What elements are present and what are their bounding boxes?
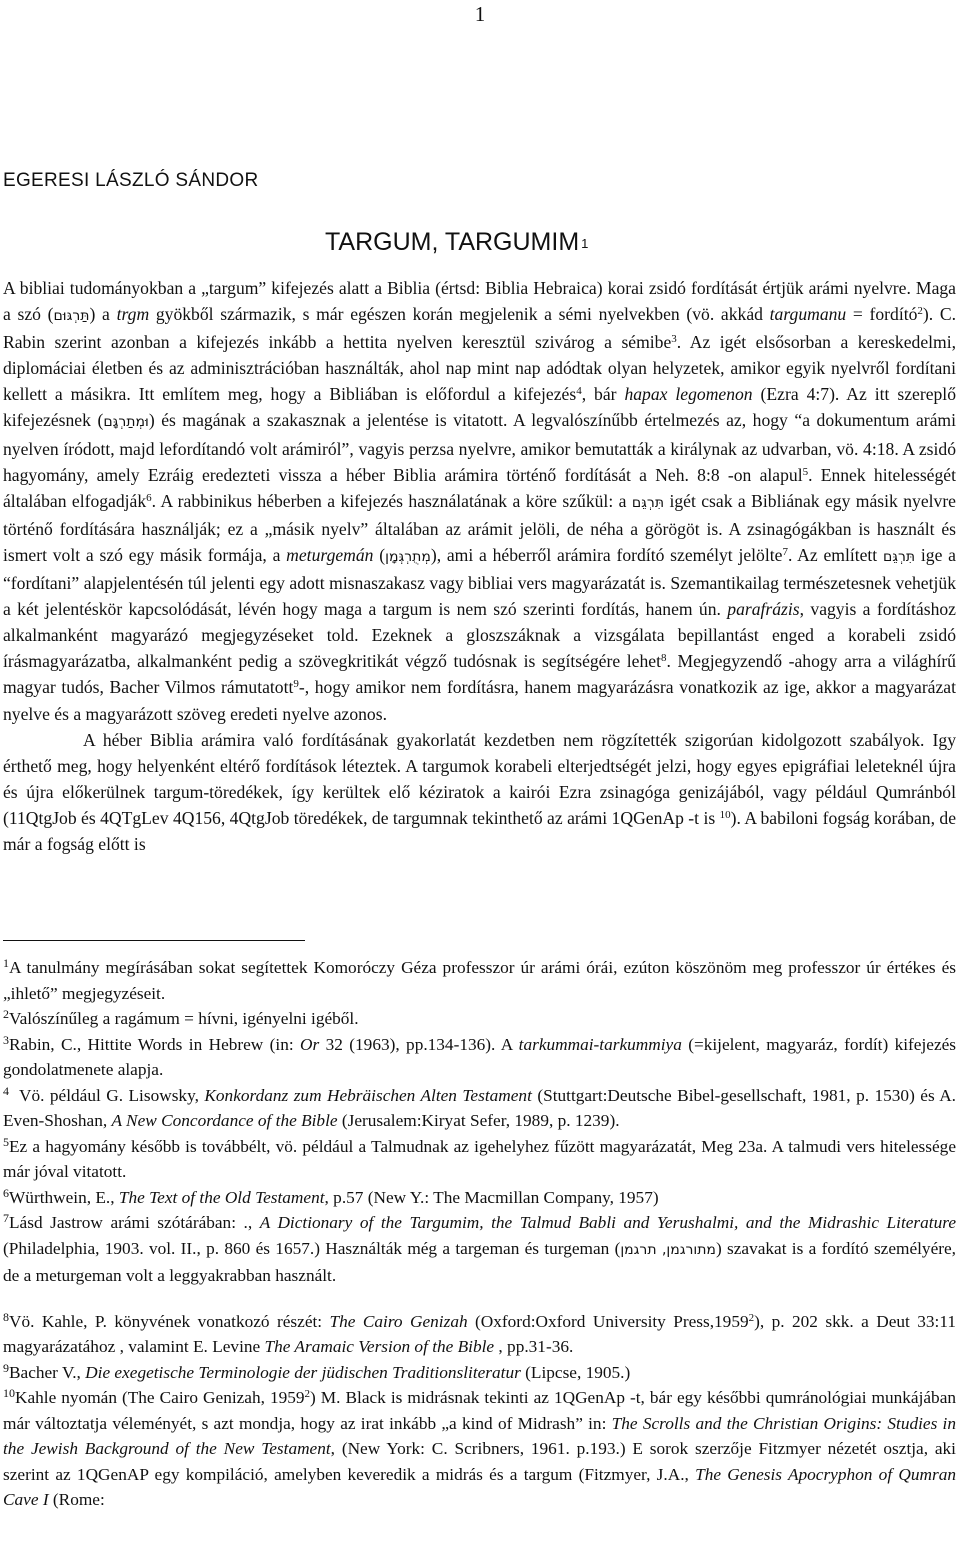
italic-term: trgm [116,304,150,325]
footnote-ref[interactable]: 5 [802,465,809,478]
page-number: 1 [474,2,486,26]
footnote: $^7$Lásd Jastrow arámi szótárában: ., A Dictionary of the Targumim, the Talmud Babli and Yerushalmi, and the Midrashic Literature (Philadelphia, 1903. vol. II., p. 860 és 1657.) Használták még a targeman és turgeman (מתורגמן, תרגמן) szavakat is a fordító személyére, de a meturgeman volt a leggyakrabban használt. [3,1211,956,1285]
hebrew-word: מְתֻרְגְּמָן [385,548,431,565]
footnote-ref[interactable]: 7 [782,545,788,558]
footnote: $^9$Bacher V., Die exegetische Terminologie der jüdischen Traditionsliteratur (Lipcse, 1905.) [3,1360,631,1382]
italic-term: targumanu [769,304,847,325]
footnote: $^3$Rabin, C., Hittite Words in Hebrew (in: Or 32 (1963), pp.134-136). A tarkummai-tarkummiya (=kijelent, magyaráz, fordít) kifejezés gondolatmenete alapja. [3,1032,957,1079]
footnote-ref[interactable]: 3 [671,333,677,346]
article-body [3,275,956,857]
footnote-number: 8 [3,1309,9,1324]
hebrew-word: תַּרְגּוּם [53,308,90,325]
footnote-number: 6 [3,1185,9,1200]
footnote: $^2$Valószínűleg a ragámum = hívni, igényelni igéből. [3,1007,359,1028]
footnote: $^{10}$Kahle nyomán (The Cairo Genizah, 1959$^2$) M. Black is midrásnak tekinti az 1QGenAp -t, bár egy későbbi qumránológiai munkájában már változtatja véleményét, s azt mondja, hogy az irat inkább „a kind of Midrash” in: The Scrolls and the Christian Origins: Studies in the Jewish Background of the New Testament, (New York: C. Scribners, 1961. p.193.) E sorok szerzője Fitzmyer nézetét osztja, aki szerint az 1QGenAP egy kompiláció, amelyben keveredik a midrás és a targum (Fitzmyer, J.A., The Genesis Apocryphon of Qumran Cave I (Rome: [3,1386,956,1509]
hebrew-word: תִּרְגֵּם [882,548,916,565]
footnote-number: 9 [3,1360,9,1375]
italic-term: parafrázis [727,599,800,620]
footnote-number: 1 [3,956,9,970]
title-footnote-ref[interactable]: 1 [581,236,589,251]
footnote-ref[interactable]: 9 [293,678,299,691]
footnote: $^5$Ez a hagyomány később is továbbélt, vö. például a Talmudnak az igehelyhez fűzött magyarázatát, Meg 23a. A talmudi vers hitelessége már jóval vitatott. [3,1134,956,1181]
hebrew-word: תִּרְגֵּם [631,494,665,511]
footnote: $^4$ Vö. például G. Lisowsky, Konkordanz zum Hebräischen Alten Testament (Stuttgart:Deutsche Bibel-gesellschaft, 1981, p. 1530) és A. Even-Shoshan, A New Concordance of the Bible (Jerusalem:Kiryat Sefer, 1989, p. 1239). [3,1083,957,1130]
footnote: $^8$Vö. Kahle, P. könyvének vonatkozó részét: The Cairo Genizah (Oxford:Oxford University Press,1959$^2$), p. 202 skk. a Deut 33:11 magyarázatához , valamint E. Levine The Aramaic Version of the Bible , pp.31-36. [3,1309,956,1356]
italic-term: hapax legomenon [624,384,753,405]
footnotes [3,955,956,1513]
footnote-ref[interactable]: 8 [660,652,667,665]
footnote-separator [3,940,305,941]
footnote-ref[interactable]: 2 [917,305,923,318]
footnote-number: 4 [3,1083,9,1098]
article-title [325,228,588,257]
footnote-number: 10 [3,1386,15,1400]
hebrew-word: וּמְתַרְגָּם [103,414,149,431]
footnote-ref[interactable]: 6 [146,491,152,504]
footnote-number: 3 [3,1032,9,1047]
title-text: TARGUM, TARGUMIM [325,228,580,256]
author-name: EGERESI LÁSZLÓ SÁNDOR [3,170,259,191]
footnote-number: 5 [3,1134,9,1149]
body-paragraph: A héber Biblia arámira való fordításának gyakorlatát kezdetben nem rögzítették szigorúan kidolgozott szabályok. Igy érthető meg, hogy helyenként eltérő fordítások léteztek. A targumok korabeli elterjedtségét jelzi, hogy egyes epigráfiai leleteknél újra és újra előkerülnek targum-töredékek, így kerültek elő kéziratok a kairói Ezra zsinagóga genizájából, vagy például Qumránból (11QtgJob és 4QTgLev 4Q156, 4QtgJob töredékek, de targumnak tekinthető az arámi 1QGenAp -t is $^{10}$). A babiloni fogság korában, de már a fogság előtt is [3,729,957,854]
footnote: $^6$Würthwein, E., The Text of the Old Testament, p.57 (New Y.: The Macmillan Company, 1957) [3,1185,659,1207]
body-paragraph: A bibliai tudományokban a „targum” kifejezés alatt a Biblia (értsd: Biblia Hebraica) korai zsidó fordítását értjük arámi nyelvre. Maga a szó (תַּרְגּוּם) a trgm gyökből származik, s már egészen korán megjelenik a sémi nyelvekben (vö. akkád targumanu = fordító$^2$). C. Rabin szerint azonban a kifejezés inkább a hettita nyelven keresztül szivárog a sémibe$^3$. Az igét elsősorban a kereskedelmi, diplomáciai életben és az adminisztrációban használták, ahol nap mint nap adódtak olyan helyzetek, amikor egyik nyelvről fordítani kellett a másikra. Itt említem meg, hogy a Bibliában is előfordul a kifejezés$^4$, bár hapax legomenon (Ezra 4:7). Az itt szereplő kifejezésnek (וּמְתַרְגָּם) és magának a szakasznak a jelentése is vitatott. A legvalószínűbb értelmezés az, hogy “a dokumentum arámi nyelven íródott, majd lefordítandó volt arámiról”, vagyis perzsa nyelvre, amikor bemutatták a királynak az udvarban, vö. 4:18. A zsidó hagyomány, amely Ezráig eredezteti vissza a héber Biblia arámira történő fordítását a Neh. 8:8 -on alapul$^5$. Ennek hitelességét általában elfogadják$^6$. A rabbinikus héberben a kifejezés használatának a köre szűkül: a תִּרְגֵּם igét csak a Bibliának egy másik nyelvre történő fordítására használják; ez a „másik nyelv” általában az arámit jelöli, de néha a görögöt is. A zsinagógákban is használt és ismert volt a szó egy másik formája, a meturgemán (מְתֻרְגְּמָן), ami a héberről arámira fordító személyt jelölte$^7$. Az említett תִּרְגֵּם ige a “fordítani” alapjelentésén túl jelenti egy adott misnaszakasz vagy bibliai vers magyarázatát is. Szemantikailag természetesnek vehetjük a két jelentéskör kapcsolódását, lévén hogy maga a targum is nem szó szerinti fordítás, hanem ún. parafrázis, vagyis a fordításhoz alkalmanként magyarázó megjegyzéseket told. Ezeknek a gloszszáknak a vizsgálata bepillantást enged a korabeli zsidó írásmagyarázatba, alkalmanként pedig a szövegkritikát végző tudósnak is segítségére lehet$^8$. Megjegyzendő -ahogy arra a világhírű magyar tudós, Bacher Vilmos rámutatott$^9$-, hogy amikor nem fordításra, hanem magyarázásra vonatkozik az ige, akkor a magyarázat nyelve és a magyarázott szöveg eredeti nyelve azonos. [3,278,957,724]
italic-term: meturgemán [286,544,374,565]
footnote: $^1$A tanulmány megírásában sokat segítettek Komoróczy Géza professzor úr arámi órái, ezúton köszönöm meg professzor úr értékes és „ihlető” megjegyzéseit. [3,956,956,1003]
footnote-number: 2 [3,1007,9,1021]
footnote-ref[interactable]: 4 [576,385,582,398]
footnote-ref[interactable]: 10 [719,808,731,821]
footnote-number: 7 [3,1211,9,1225]
hebrew-word: מתורגמן, תרגמן [620,1241,716,1258]
